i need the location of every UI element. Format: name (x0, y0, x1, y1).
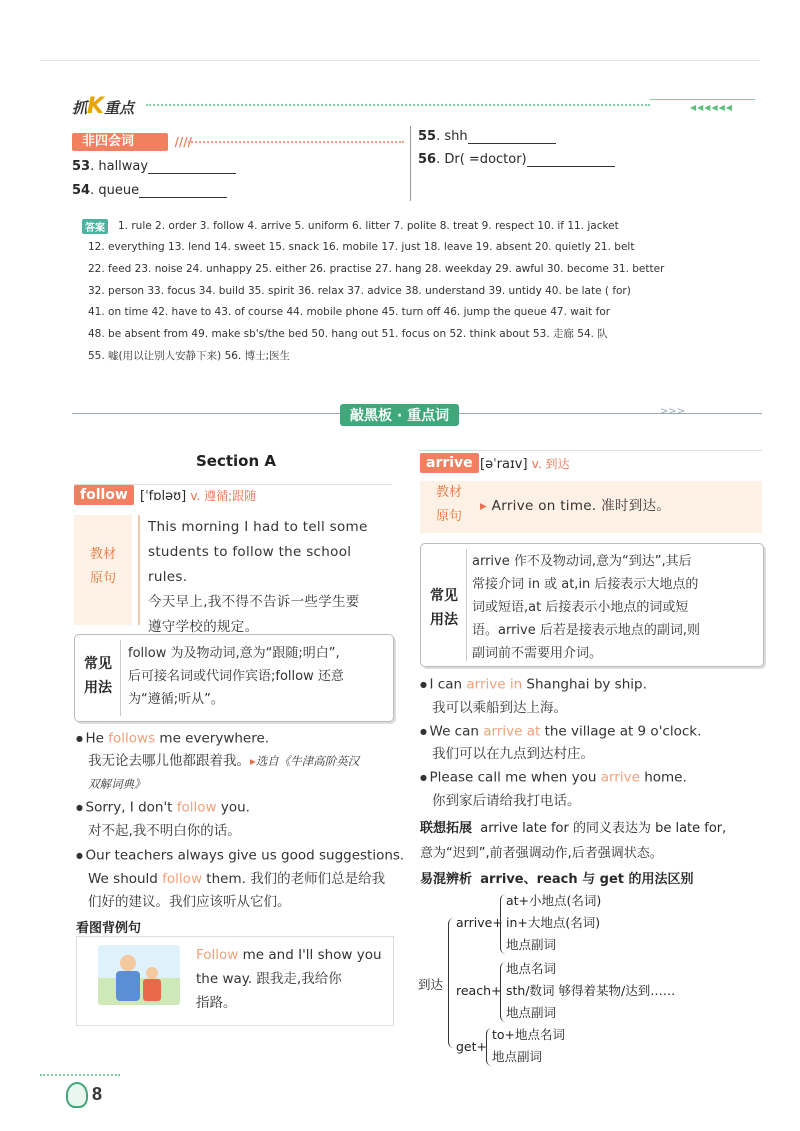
picture-illustration (98, 945, 180, 1005)
diagram-root-brace (448, 918, 456, 1048)
follow-usage-text: follow 为及物动词,意为“跟随;明白”, 后可接名词或代词作宾语;follow 还意 为“遵循;听从”。 (128, 646, 344, 707)
answer-label: 答案 (82, 219, 108, 234)
page-number-badge (60, 1078, 120, 1114)
answer-line-6: 48. be absent from 49. make sb's/the bed 50. hang out 51. focus on 52. think about 53. 走廊 54. 队 (88, 328, 608, 340)
vocab-item-56: 56. Dr( =doctor) (418, 152, 615, 167)
arrive-example-3: ● Please call me when you arrive home. (420, 766, 687, 790)
follow-example-2-cn: 对不起,我不明白你的话。 (88, 823, 241, 839)
diagram-root: 到达 (418, 977, 444, 992)
right-rule (418, 450, 762, 451)
usage-label: 常见 用法 (84, 656, 112, 696)
answer-line-1: 1. rule 2. order 3. follow 4. arrive 5. uniform 6. litter 7. polite 8. treat 9. respect 10. if 11. jacket (118, 220, 619, 232)
vocab-item-55: 55. shh (418, 129, 556, 144)
diagram-arrive: arrive+ (456, 915, 503, 930)
header-dotted-line (146, 104, 650, 106)
follow-example-3-line2: We should follow them. 我们的老师们总是给我 (88, 871, 386, 887)
association-expansion: 联想拓展 arrive late for 的同义表达为 be late for, 意为“迟到”,前者强调动作,后者强调状态。 (420, 821, 727, 861)
arrive-example-2-cn: 我们可以在九点到达村庄。 (432, 746, 594, 762)
picture-sentence-label: 看图背例句 (76, 921, 142, 936)
header-arrows: ◀◀◀◀◀◀ (690, 103, 733, 112)
diagram-get-items: to+地点名词 地点副词 (492, 1027, 566, 1064)
diagram-get: get+ (456, 1039, 487, 1054)
footer-dotted-line (40, 1074, 120, 1076)
arrive-textbook-sentence: ▸ Arrive on time. 准时到达。 (480, 498, 671, 514)
follow-example-3: ● Our teachers always give us good suggestions. (76, 844, 404, 868)
follow-textbook-sentence: This morning I had to tell some students to follow the school rules. 今天早上,我不得不告诉一些学生要 遵守学校的规定。 (148, 519, 368, 635)
section-title: Section A (196, 452, 276, 470)
arrive-example-2: ● We can arrive at the village at 9 o'clock. (420, 720, 701, 744)
arrive-phonetic: [əˈraɪv] v. 到达 (480, 457, 570, 472)
arrive-textbook-sentence-label: 教材 原句 (420, 481, 478, 533)
confusion-analysis-title: 易混辨析 arrive、reach 与 get 的用法区别 (420, 872, 694, 887)
answer-line-7: 55. 嘘(用以让别人安静下来) 56. 博士;医生 (88, 350, 291, 362)
word-tag-follow: follow (74, 485, 134, 505)
tag-dotted-line (188, 141, 404, 143)
answer-line-3: 22. feed 23. noise 24. unhappy 25. either 26. practise 27. hang 28. weekday 29. awful 30. become 31. better (88, 263, 665, 275)
column-divider (410, 126, 411, 201)
follow-example-1-source: 双解词典》 (88, 777, 146, 791)
arrive-example-3-cn: 你到家后请给我打电话。 (432, 793, 581, 809)
vocab-item-54: 54. queue (72, 183, 227, 198)
usage-divider (120, 640, 121, 716)
follow-example-3-cn: 们好的建议。我们应该听从它们。 (88, 894, 291, 910)
key-words-banner: 敲黑板 · 重点词 (340, 404, 459, 426)
arrive-example-1-cn: 我可以乘船到达上海。 (432, 700, 567, 716)
follow-example-2: ● Sorry, I don't follow you. (76, 796, 250, 820)
picture-example-text: Follow me and I'll show you the way. 跟我走,我给你 指路。 (196, 947, 382, 1011)
vocab-item-53: 53. hallway (72, 159, 236, 174)
diagram-reach: reach+ (456, 983, 502, 998)
arrive-usage-label: 常见 用法 (430, 588, 458, 628)
textbook-sentence-label: 教材 原句 (74, 515, 132, 625)
answer-line-2: 12. everything 13. lend 14. sweet 15. snack 16. mobile 17. just 18. leave 19. absent 20. quietly 21. belt (88, 241, 635, 253)
diagram-reach-items: 地点名词 sth/数词 够得着某物/达到…… 地点副词 (506, 961, 676, 1020)
page-number: 8 (92, 1084, 103, 1104)
diagram-arrive-items: at+小地点(名词) in+大地点(名词) 地点副词 (506, 893, 602, 952)
orig-divider (138, 515, 140, 625)
arrive-usage-divider (466, 549, 467, 661)
word-tag-arrive: arrive (420, 453, 479, 473)
follow-phonetic: [ˈfɒləʊ] v. 遵循;跟随 (140, 489, 257, 504)
non-four-words-tag: 非四会词 //// (72, 133, 168, 151)
brand-logo: 抓K重点 (72, 94, 135, 119)
arrive-example-1: ● I can arrive in Shanghai by ship. (420, 673, 647, 697)
follow-example-1-cn: 我无论去哪儿他都跟着我。▸选自《牛津高阶英汉 (88, 753, 360, 769)
follow-example-1: ● He follows me everywhere. (76, 727, 396, 751)
top-rule (40, 60, 760, 61)
arrive-usage-text: arrive 作不及物动词,意为“到达”,其后 常接介词 in 或 at,in 后接表示大地点的 词或短语,at 后接表示小地点的词或短 语。arrive 后若是接表示地点的副词,则 副词前不需要用介词。 (472, 554, 700, 661)
band-arrow: >>> (660, 406, 686, 417)
answer-line-5: 41. on time 42. have to 43. of course 44. mobile phone 45. turn off 46. jump the queue 47. wait for (88, 306, 611, 318)
answer-line-4: 32. person 33. focus 34. build 35. spirit 36. relax 37. advice 38. understand 39. untidy 40. be late ( for) (88, 285, 631, 297)
lightbulb-icon (66, 1082, 88, 1108)
